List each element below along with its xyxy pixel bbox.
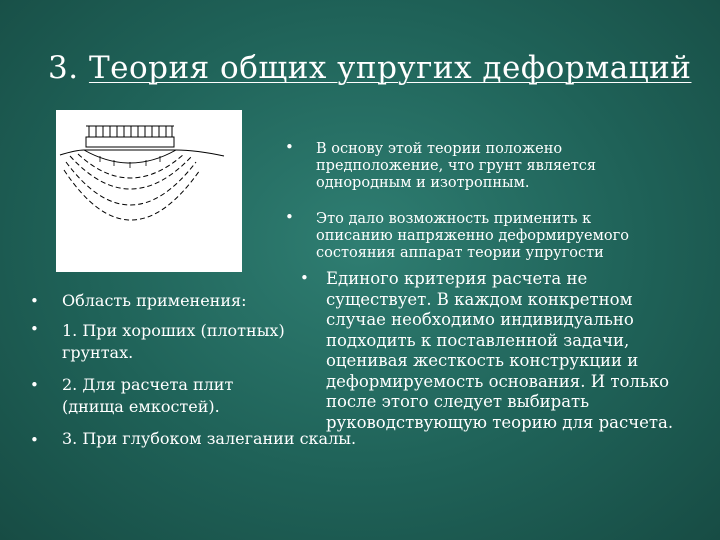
bullet-marker: • (30, 376, 39, 394)
right-bullet-text-1: В основу этой теории положено предположение, что грунт является однородным и изотропным. (316, 141, 597, 191)
bullet-marker: • (30, 320, 39, 338)
stress-bulb-diagram (56, 110, 242, 272)
left-bullet-0: Область применения: (62, 291, 247, 310)
bullet-marker: • (285, 208, 294, 226)
left-bullet-2: 2. Для расчета плит (днища емкостей). (62, 375, 234, 416)
bullet-marker: • (30, 431, 39, 449)
foundation-diagram (56, 110, 242, 272)
left-bullet-1: 1. При хороших (плотных) грунтах. (62, 321, 285, 362)
bullet-marker: • (300, 269, 309, 287)
right-bullet-text-2: Это дало возможность применить к описанию напряженно деформируемого состояния аппарат теории упругости (316, 211, 629, 261)
title-number: 3. (48, 50, 79, 86)
title-text: Теория общих упругих деформаций (88, 50, 692, 86)
left-bullet-3: 3. При глубоком залегании скалы. (62, 429, 357, 448)
bullet-marker: • (285, 138, 294, 156)
slide-title (48, 50, 691, 86)
bullet-marker: • (30, 292, 39, 310)
right-bullet-text-3: Единого критерия расчета не существует. В каждом конкретном случае необходимо индивидуально подходить к поставленной задачи, оценивая жесткость конструкции и деформируемость основания. И только после этого следует выбирать руководствующую теорию для расчета. (326, 269, 674, 432)
